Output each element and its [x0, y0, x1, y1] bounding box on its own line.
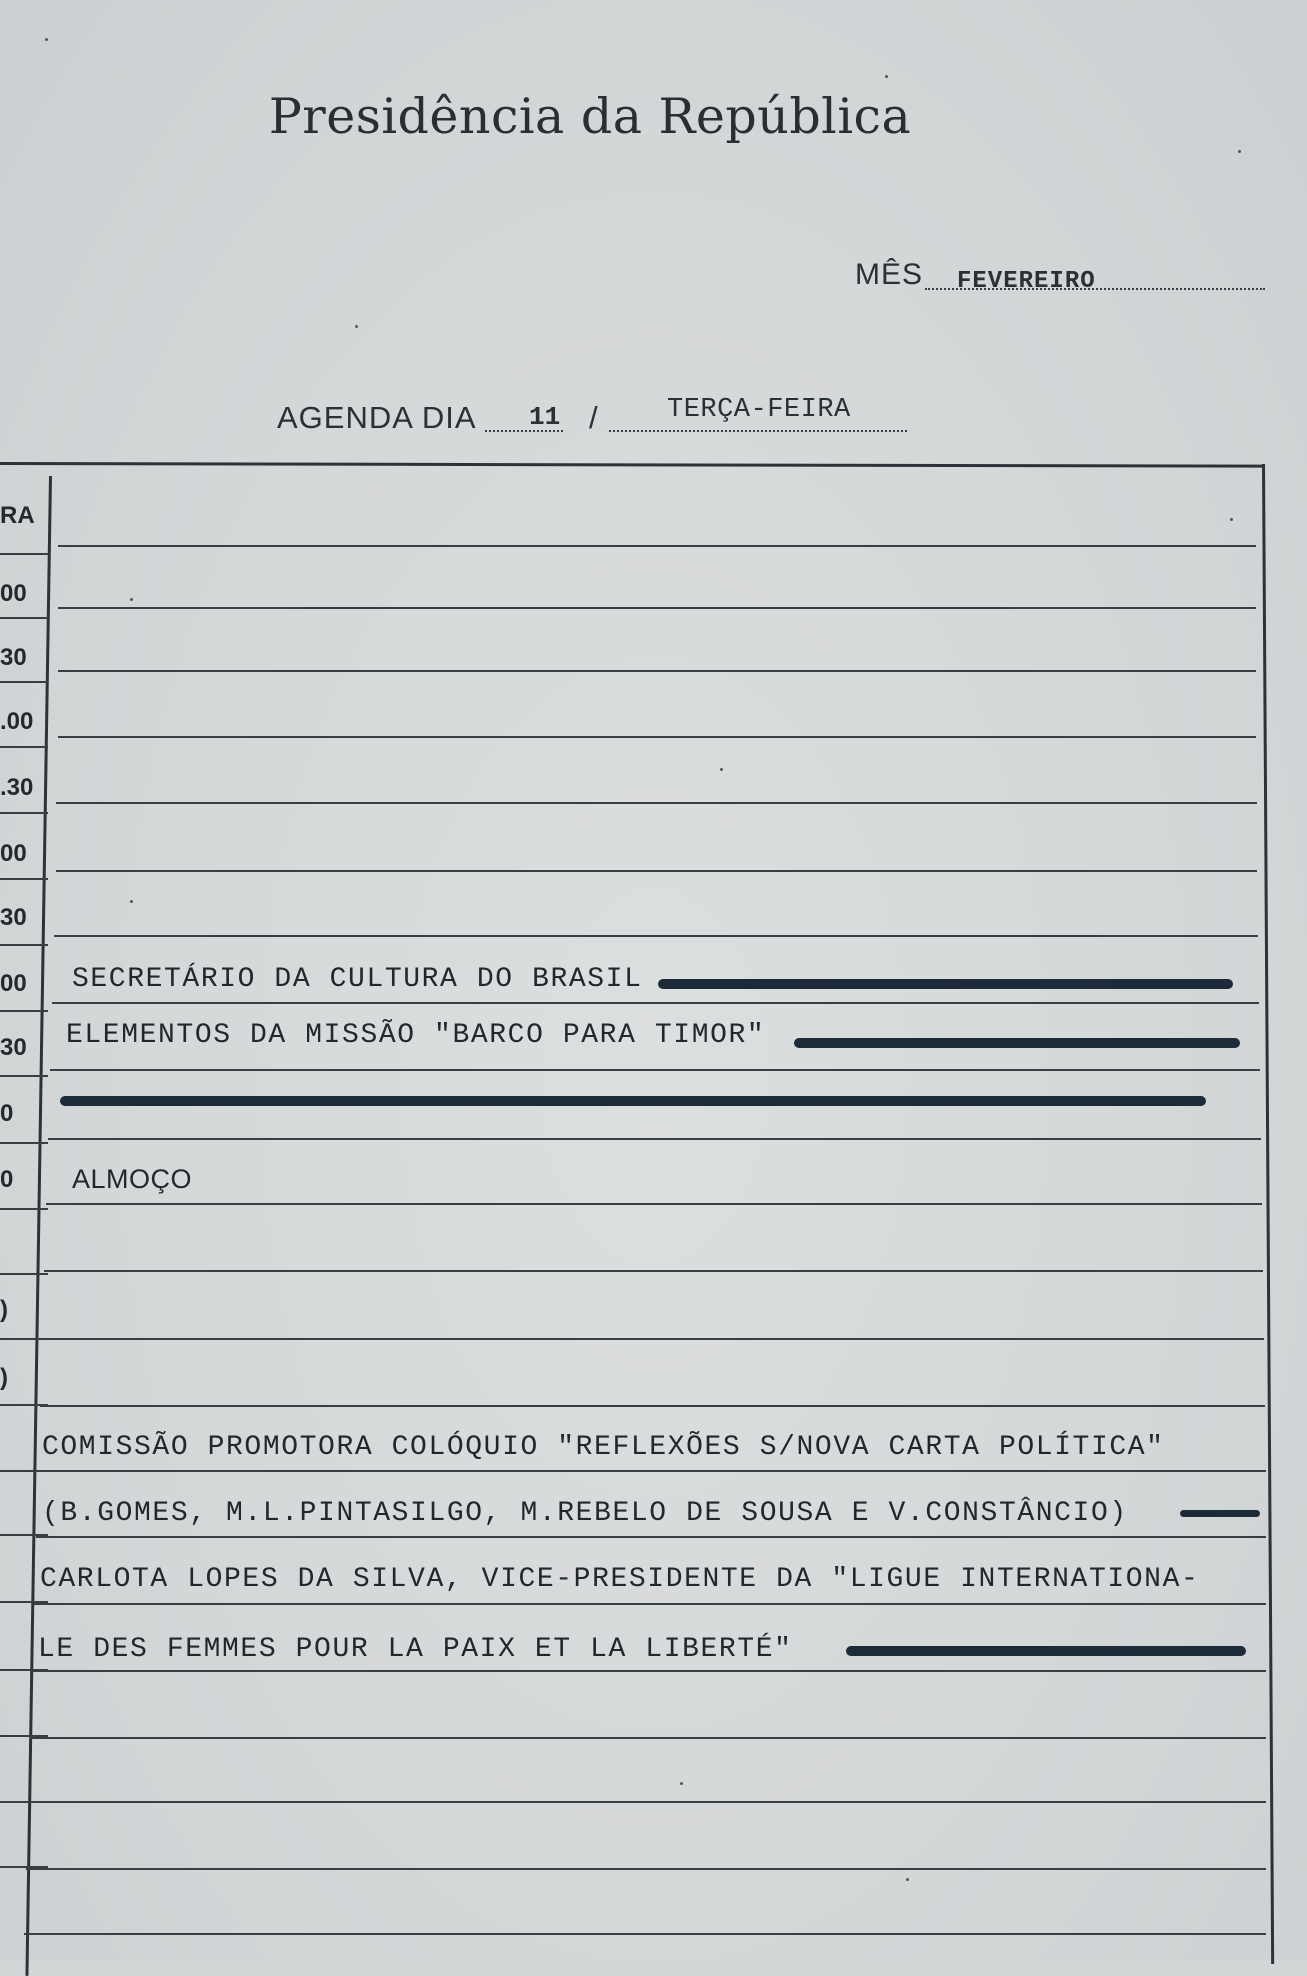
- time-row-line: [0, 681, 48, 683]
- strike-marker: [658, 979, 1233, 989]
- time-column-divider: [25, 476, 52, 1976]
- time-label: 0: [0, 1100, 14, 1127]
- paper-speck: [720, 768, 723, 771]
- row-line: [28, 1801, 1266, 1803]
- time-row-line: [0, 1010, 48, 1012]
- row-line: [56, 802, 1257, 804]
- row-line: [50, 1069, 1260, 1071]
- agenda-entry: CARLOTA LOPES DA SILVA, VICE-PRESIDENTE DA "LIGUE INTERNATIONA-: [40, 1564, 1200, 1595]
- row-line: [36, 1536, 1266, 1538]
- time-label: 00: [0, 840, 27, 867]
- time-label: .00: [0, 708, 34, 735]
- row-line: [24, 1933, 1266, 1935]
- paper-speck: [906, 1878, 909, 1881]
- strike-marker: [1180, 1510, 1260, 1517]
- row-line: [46, 1203, 1262, 1205]
- paper-speck: [885, 75, 888, 78]
- time-row-line: [0, 553, 48, 555]
- agenda-label: AGENDA DIA: [277, 400, 477, 435]
- weekday-dotted-line: [609, 430, 907, 432]
- row-line: [48, 1138, 1261, 1140]
- agenda-entry: ALMOÇO: [72, 1164, 193, 1194]
- agenda-entry: (B.GOMES, M.L.PINTASILGO, M.REBELO DE SOUSA E V.CONSTÂNCIO): [42, 1498, 1128, 1529]
- date-separator: /: [589, 400, 598, 435]
- row-line: [42, 1338, 1264, 1340]
- row-line: [58, 670, 1256, 672]
- time-row-line: [0, 1470, 48, 1472]
- time-row-line: [0, 1142, 48, 1144]
- page-title: Presidência da República: [268, 88, 912, 145]
- month-field: [855, 258, 1265, 298]
- agenda-entry: SECRETÁRIO DA CULTURA DO BRASIL: [72, 964, 643, 995]
- agenda-day-field: [277, 395, 907, 444]
- time-row-line: [0, 1404, 48, 1406]
- agenda-entry: COMISSÃO PROMOTORA COLÓQUIO "REFLEXÕES S/NOVA CARTA POLÍTICA": [42, 1432, 1165, 1463]
- paper-speck: [130, 598, 133, 601]
- month-label: MÊS: [855, 258, 924, 291]
- time-label: ): [0, 1364, 8, 1391]
- time-row-line: [0, 878, 48, 880]
- strike-marker: [794, 1038, 1240, 1048]
- time-row-line: [0, 1866, 48, 1868]
- paper-speck: [45, 38, 48, 41]
- day-value: 11: [529, 402, 561, 432]
- time-label: 30: [0, 904, 27, 931]
- time-row-line: [0, 1601, 48, 1603]
- paper-speck: [680, 1782, 683, 1785]
- time-column-header: RA: [0, 502, 35, 529]
- paper-speck: [355, 325, 358, 328]
- table-top-border: [0, 462, 1265, 468]
- time-row-line: [0, 1208, 48, 1210]
- row-line: [58, 736, 1256, 738]
- paper-speck: [130, 900, 133, 903]
- row-line: [30, 1737, 1266, 1739]
- time-row-line: [0, 1338, 48, 1340]
- row-line: [54, 935, 1258, 937]
- month-value: FEVEREIRO: [957, 268, 1096, 295]
- time-label: 00: [0, 970, 27, 997]
- time-row-line: [0, 1669, 48, 1671]
- row-line: [44, 1270, 1263, 1272]
- time-row-line: [0, 944, 48, 946]
- row-line: [58, 545, 1256, 547]
- time-row-line: [0, 812, 48, 814]
- row-line: [40, 1405, 1265, 1407]
- row-line: [38, 1470, 1266, 1472]
- time-row-line: [0, 1735, 48, 1737]
- row-line: [56, 870, 1257, 872]
- time-label: 00: [0, 580, 27, 607]
- row-line: [58, 607, 1256, 609]
- strike-marker: [60, 1096, 1206, 1106]
- agenda-entry: ELEMENTOS DA MISSÃO "BARCO PARA TIMOR": [66, 1020, 766, 1051]
- time-row-line: [0, 746, 48, 748]
- paper-speck: [1230, 518, 1233, 521]
- time-row-line: [0, 1801, 48, 1803]
- row-line: [52, 1002, 1259, 1004]
- time-label: .30: [0, 774, 34, 801]
- time-row-line: [0, 1075, 48, 1077]
- time-row-line: [0, 617, 48, 619]
- time-label: 30: [0, 1034, 27, 1061]
- time-label: 0: [0, 1166, 14, 1193]
- strike-marker: [846, 1646, 1246, 1656]
- row-line: [26, 1868, 1266, 1870]
- time-row-line: [0, 1534, 48, 1536]
- paper-speck: [1238, 150, 1241, 153]
- time-label: ): [0, 1296, 8, 1323]
- row-line: [34, 1603, 1266, 1605]
- agenda-entry: LE DES FEMMES POUR LA PAIX ET LA LIBERTÉ": [38, 1634, 793, 1665]
- weekday-value: TERÇA-FEIRA: [667, 395, 851, 425]
- row-line: [32, 1670, 1266, 1672]
- time-label: 30: [0, 644, 27, 671]
- time-row-line: [0, 1273, 48, 1275]
